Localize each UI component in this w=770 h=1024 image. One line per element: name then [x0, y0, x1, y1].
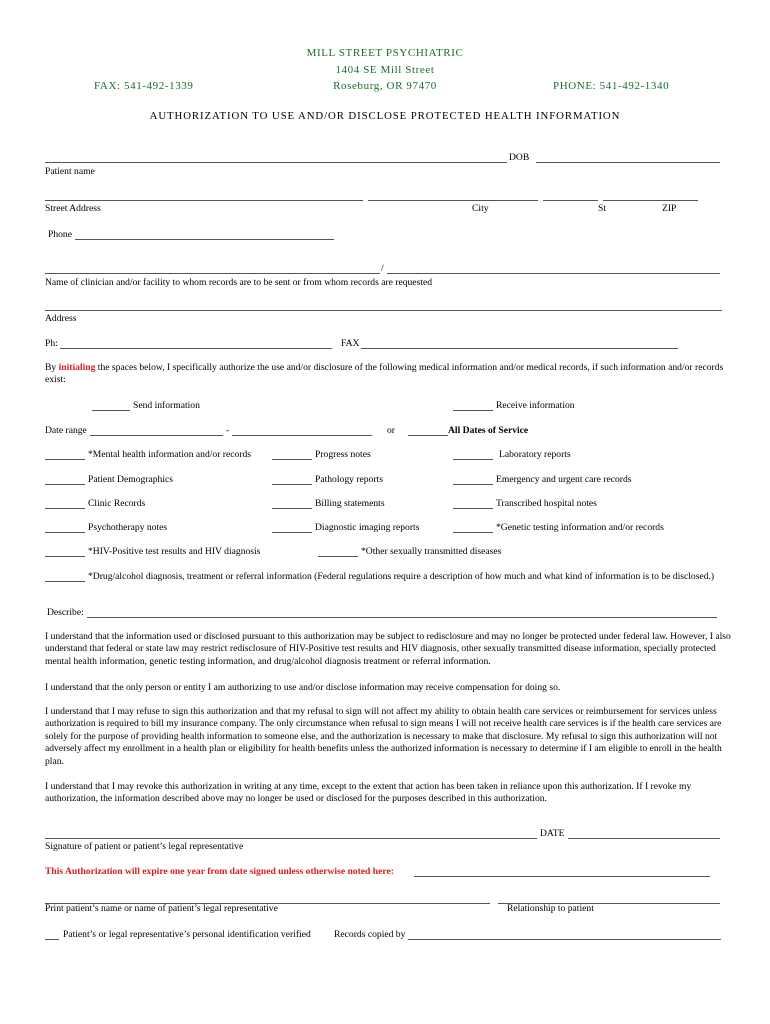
fax-number: FAX: 541-492-1339	[94, 80, 194, 92]
genetic-label: *Genetic testing information and/or records	[496, 522, 664, 533]
zip-label: ZIP	[662, 203, 677, 214]
phone-field[interactable]	[75, 239, 334, 240]
print-name-label: Print patient’s name or name of patient’s legal representative	[45, 903, 278, 914]
std-label: *Other sexually transmitted diseases	[361, 546, 502, 557]
hospital-label: Transcribed hospital notes	[496, 498, 597, 509]
intro-by: By	[45, 362, 59, 373]
mental-health-label: *Mental health information and/or records	[88, 449, 252, 460]
records-copied-label: Records copied by	[334, 929, 406, 940]
lab-initial-field[interactable]	[453, 459, 493, 460]
org-name: MILL STREET PSYCHIATRIC	[306, 47, 464, 59]
intro-paragraph	[45, 362, 735, 387]
patient-name-label: Patient name	[45, 166, 95, 177]
compensation-paragraph: I understand that the only person or entity I am authorizing to use and/or disclose information may receive compensation for doing so.	[45, 682, 561, 693]
date-range-start-field[interactable]	[90, 435, 223, 436]
recipient-address-field[interactable]	[45, 310, 722, 311]
street-address-label: Street Address	[45, 203, 101, 214]
dob-field[interactable]	[536, 162, 720, 163]
state-label: St	[598, 203, 607, 214]
refusal-paragraph: I understand that I may refuse to sign this authorization and that my refusal to sign will not affect my ability to obtain health care services or reimbursement for services unless authorization is required to bill my insurance company. The only circumstance when refusal to sign means I will not receive health care services is if the health care services are solely for the purpose of providing health information to someone else, and the authorization is necessary to make that disclosure. My refusal to sign this authorization will not adversely affect my enrollment in a health plan or eligibility for health benefits unless the authorized information is necessary to determine if I am eligible to enroll in the health plan.	[45, 706, 722, 767]
hiv-initial-field[interactable]	[45, 556, 85, 557]
relationship-label: Relationship to patient	[507, 903, 594, 914]
psychotherapy-initial-field[interactable]	[45, 532, 85, 533]
revoke-paragraph: I understand that I may revoke this authorization in writing at any time, except to the extent that action has been taken in reliance upon this authorization. If I revoke my authorization, the information described above may no longer be used or disclosed for the purposes described in this authorization.	[45, 781, 692, 805]
pathology-label: Pathology reports	[315, 474, 383, 485]
drug-label: *Drug/alcohol diagnosis, treatment or referral information (Federal regulations require a description of how much and what kind of information is to be disclosed.)	[88, 571, 715, 582]
lab-label: Laboratory reports	[499, 449, 571, 460]
describe-field[interactable]	[87, 617, 717, 618]
send-label: Send information	[133, 400, 200, 411]
signature-date-label: DATE	[540, 828, 565, 839]
or-label: or	[387, 425, 395, 436]
zip-field[interactable]	[603, 200, 698, 201]
street-address-field[interactable]	[45, 200, 363, 201]
imaging-initial-field[interactable]	[272, 532, 312, 533]
recipient-fax-label: FAX	[341, 338, 360, 349]
describe-label: Describe:	[47, 607, 84, 618]
mental-health-initial-field[interactable]	[45, 459, 85, 460]
std-initial-field[interactable]	[318, 556, 358, 557]
signature-field[interactable]	[45, 838, 537, 839]
progress-initial-field[interactable]	[272, 459, 312, 460]
intro-rest: the spaces below, I specifically authorize the use and/or disclosure of the following medical information and/or medical records, if such information and/or records exist:	[45, 362, 724, 386]
clinician-name-label: Name of clinician and/or facility to whom records are to be sent or from whom records are requested	[45, 277, 433, 288]
pathology-initial-field[interactable]	[272, 484, 312, 485]
city-field[interactable]	[368, 200, 538, 201]
phone-number: PHONE: 541-492-1340	[553, 80, 670, 92]
all-dates-initial-field[interactable]	[408, 435, 448, 436]
demographics-label: Patient Demographics	[88, 474, 173, 485]
date-range-label: Date range	[45, 425, 87, 436]
all-dates-label: All Dates of Service	[448, 425, 529, 436]
clinic-label: Clinic Records	[88, 498, 146, 509]
org-city: Roseburg, OR 97470	[333, 80, 437, 92]
demographics-initial-field[interactable]	[45, 484, 85, 485]
phone-label: Phone	[48, 229, 72, 240]
id-verified-label: Patient’s or legal representative’s personal identification verified	[63, 929, 311, 940]
expiration-field[interactable]	[414, 876, 710, 877]
psychotherapy-label: Psychotherapy notes	[88, 522, 168, 533]
signature-label: Signature of patient or patient’s legal representative	[45, 841, 244, 852]
recipient-phone-field[interactable]	[60, 348, 332, 349]
redisclosure-paragraph: I understand that the information used or disclosed pursuant to this authorization may be subject to redisclosure and may no longer be protected under federal law. However, I also understand that federal or state law may restrict redisclosure of HIV-Positive test results and HIV diagnosis, other sexually transmitted disease information, specially protected mental health information, genetic testing information, and drug/alcohol diagnosis treatment or referral information.	[45, 631, 731, 667]
records-copied-field[interactable]	[408, 939, 721, 940]
city-label: City	[472, 203, 489, 214]
genetic-initial-field[interactable]	[453, 532, 493, 533]
billing-initial-field[interactable]	[272, 508, 312, 509]
org-street: 1404 SE Mill Street	[335, 64, 435, 76]
imaging-label: Diagnostic imaging reports	[315, 522, 420, 533]
emergency-initial-field[interactable]	[453, 484, 493, 485]
clinician-name-field[interactable]	[45, 273, 380, 274]
hiv-label: *HIV-Positive test results and HIV diagnosis	[88, 546, 261, 557]
recipient-fax-field[interactable]	[361, 348, 678, 349]
recipient-phone-label: Ph:	[45, 338, 58, 349]
send-initial-field[interactable]	[92, 410, 130, 411]
progress-label: Progress notes	[315, 449, 371, 460]
id-verified-initial-field[interactable]	[45, 939, 59, 940]
intro-initialing: initialing	[58, 362, 96, 373]
slash: /	[381, 263, 384, 274]
emergency-label: Emergency and urgent care records	[496, 474, 632, 485]
facility-name-field[interactable]	[387, 273, 720, 274]
recipient-address-label: Address	[45, 313, 77, 324]
date-range-dash: -	[226, 425, 230, 436]
form-title: AUTHORIZATION TO USE AND/OR DISCLOSE PROTECTED HEALTH INFORMATION	[149, 110, 621, 122]
receive-initial-field[interactable]	[453, 410, 493, 411]
expiration-notice: This Authorization will expire one year from date signed unless otherwise noted here:	[45, 866, 394, 877]
state-field[interactable]	[543, 200, 598, 201]
clinic-initial-field[interactable]	[45, 508, 85, 509]
date-range-end-field[interactable]	[232, 435, 372, 436]
signature-date-field[interactable]	[568, 838, 720, 839]
hospital-initial-field[interactable]	[453, 508, 493, 509]
patient-name-field[interactable]	[45, 162, 507, 163]
dob-label: DOB	[509, 152, 530, 163]
receive-label: Receive information	[496, 400, 575, 411]
billing-label: Billing statements	[315, 498, 385, 509]
